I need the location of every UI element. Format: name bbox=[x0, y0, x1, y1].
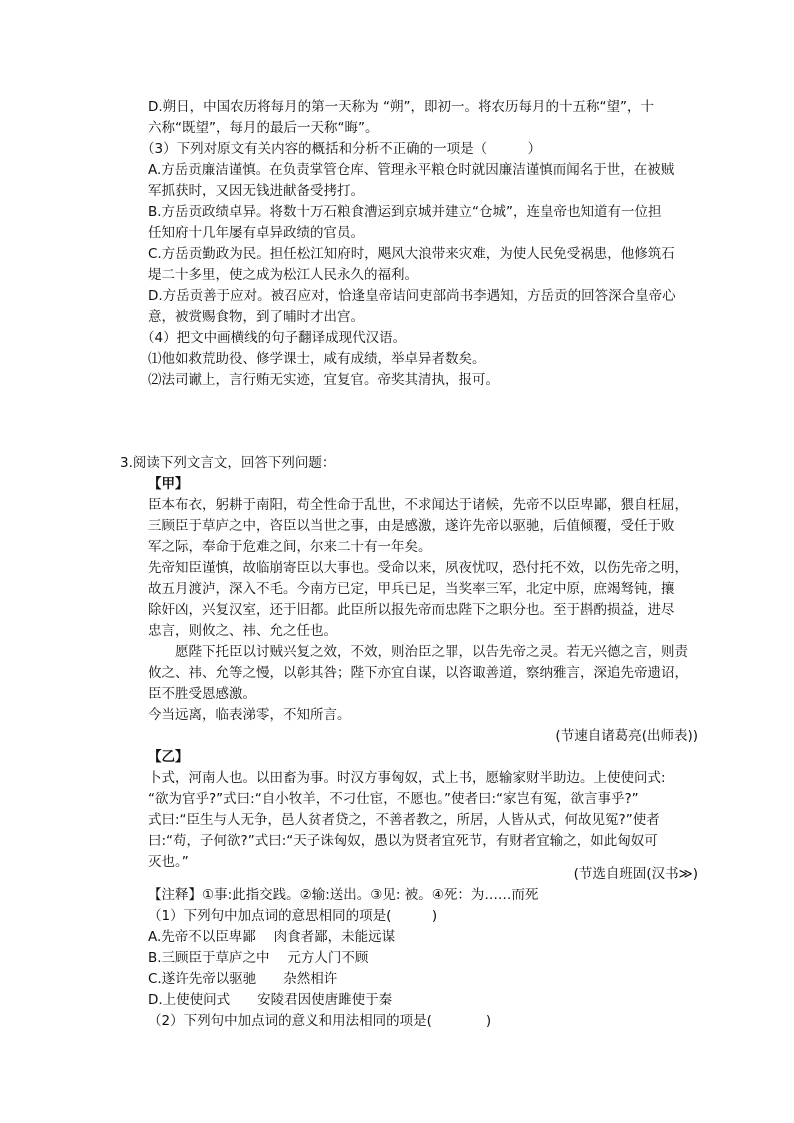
passage-source: (节速自诸葛亮(出师表)) bbox=[555, 728, 698, 744]
text-line: 六称“既望”，每月的最后一天称“晦”。 bbox=[148, 120, 379, 136]
passage-line: 军之际，奉命于危难之间，尔来二十有一年矣。 bbox=[148, 539, 432, 555]
option-a: A.先帝不以臣卑鄙 肉食者鄙，未能远谋 bbox=[148, 929, 396, 945]
passage-line: 三顾臣于草庐之中，咨臣以当世之事，由是感激，遂许先帝以驱驰，后值倾覆，受任于败 bbox=[148, 518, 675, 534]
passage-source: (节选自班固(汉书≫) bbox=[573, 866, 698, 882]
passage-line: 臣不胜受恩感激。 bbox=[148, 686, 256, 702]
annotation-note: 【注释】①事:此指交践。②输:送出。③见: 被。④死：为……而死 bbox=[148, 887, 539, 903]
option-d: D.上使使问式 安陵君因使唐雎使于秦 bbox=[148, 992, 393, 1008]
question-heading: 3.阅读下列文言文，回答下列问题： bbox=[120, 455, 336, 471]
option-d: D.方岳贡善于应对。被召应对，恰逢皇帝诘问吏部尚书李遇知，方岳贡的回答深合皇帝心 bbox=[148, 288, 676, 304]
translation-item: ⑴他如救荒助役、修学课士，咸有成绩，举卓异者数矣。 bbox=[148, 351, 486, 367]
translation-item: ⑵法司谳上，言行贿无实迹，宜复官。帝奖其清执，报可。 bbox=[148, 372, 499, 388]
passage-line: 臣本布衣，躬耕于南阳，苟全性命于乱世，不求闻达于诸候，先帝不以臣卑鄙，猥自枉屈， bbox=[148, 497, 688, 513]
passage-jia-label: 【甲】 bbox=[148, 476, 189, 492]
passage-line: 忠言，则攸之、祎、允之任也。 bbox=[148, 623, 337, 639]
passage-line: “欲为官乎?”式曰:“自小牧羊，不刁仕宦，不愿也。”使者曰:“家岂有冤，欲言事乎?” bbox=[148, 791, 639, 807]
passage-line: 攸之、祎、允等之慢，以彰其咎；陛下亦宜自谋，以咨诹善道，察纳雅言，深追先帝遗诏， bbox=[148, 665, 688, 681]
question-3: （3）下列对原文有关内容的概括和分析不正确的一项是（ ） bbox=[141, 141, 542, 157]
passage-line: 曰:“苟，子何欲?”式曰:“天子诛匈奴，愚以为贤者宜死节，有财者宜输之，如此匈奴可 bbox=[148, 833, 658, 849]
question-4: （4）把文中画横线的句子翻译成现代汉语。 bbox=[141, 330, 407, 346]
text-line: D.朔日，中国农历将每月的第一天称为 “朔”，即初一。将农历每月的十五称“望”，十 bbox=[148, 99, 654, 115]
sub-question-2: （2）下列句中加点词的意义和用法相同的项是( ) bbox=[148, 1013, 492, 1029]
option-b: B.三顾臣于草庐之中 元方人门不顾 bbox=[148, 950, 369, 966]
passage-line: 今当远离，临表涕零，不知所言。 bbox=[148, 707, 351, 723]
passage-line: 式曰:“臣生与人无争，邑人贫者贷之，不善者教之，所居，人皆从式，何故见冤?”使者 bbox=[148, 812, 660, 828]
passage-line: 灭也。” bbox=[148, 854, 189, 870]
passage-line: 卜式，河南人也。以田畜为事。时汉方事匈奴，式上书，愿输家财半助边。上使使问式: bbox=[148, 770, 666, 786]
text-line: 意，被赏赐食物，到了晡时才出宫。 bbox=[148, 309, 364, 325]
option-c: C.遂许先帝以驱驰 杂然相许 bbox=[148, 971, 338, 987]
text-line: 军抓获时，又因无钱进献备受拷打。 bbox=[148, 183, 364, 199]
passage-line: 愿陛下托臣以讨贼兴复之效，不效，则治臣之罪，以告先帝之灵。若无兴德之言，则责 bbox=[148, 644, 688, 660]
sub-question-1: （1）下列句中加点词的意思相同的项是( ) bbox=[148, 908, 438, 924]
passage-yi-label: 【乙】 bbox=[148, 749, 189, 765]
option-b: B.方岳贡政绩卓异。将数十万石粮食漕运到京城并建立“仓城”，连皇帝也知道有一位担 bbox=[148, 204, 662, 220]
text-line: 任知府十几年屡有卓异政绩的官员。 bbox=[148, 225, 364, 241]
passage-line: 除奸凶，兴复汉室，还于旧都。此臣所以报先帝而忠陛下之职分也。至于斟酌损益，进尽 bbox=[148, 602, 675, 618]
option-a: A.方岳贡廉洁谨慎。在负责掌管仓库、管理永平粮仓时就因廉洁谨慎而闻名于世，在被贼 bbox=[148, 162, 675, 178]
passage-line: 先帝知臣谨慎，故临崩寄臣以大事也。受命以来，夙夜忧叹，恐付托不效，以伤先帝之明， bbox=[148, 560, 688, 576]
option-c: C.方岳贡勤政为民。担任松江知府时，飓风大浪带来灾难，为使人民免受祸患，他修筑石 bbox=[148, 246, 675, 262]
passage-line: 故五月渡泸，深入不毛。今南方已定，甲兵已足，当奖率三军，北定中原，庶竭驽钝，攘 bbox=[148, 581, 675, 597]
text-line: 堤二十多里，使之成为松江人民永久的福利。 bbox=[148, 267, 418, 283]
